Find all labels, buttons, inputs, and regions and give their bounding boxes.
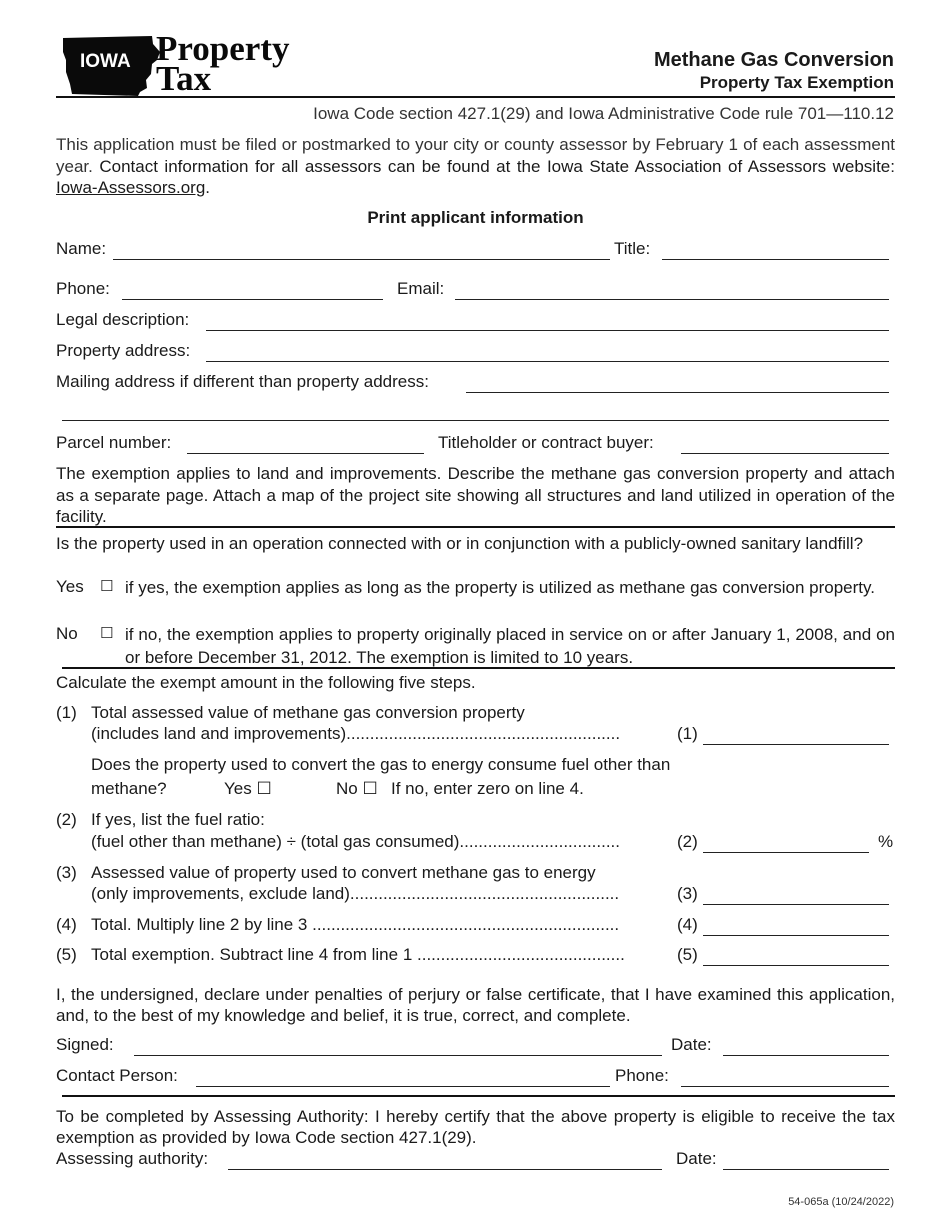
authority-text: To be completed by Assessing Authority: I hereby certify that the above property is eligible to receive the tax exemption as provided by Iowa Code section 427.1(29). — [56, 1107, 895, 1147]
step5-field[interactable] — [703, 948, 889, 966]
step3-leader: (only improvements, exclude land)......................................................... — [91, 884, 620, 903]
code-reference: Iowa Code section 427.1(29) and Iowa Administrative Code rule 701—110.12 — [313, 104, 894, 123]
step5-number: (5) — [56, 945, 77, 964]
fuel-yes-checkbox[interactable]: Yes ☐ — [224, 779, 272, 798]
landfill-yes-text: if yes, the exemption applies as long as the property is utilized as methane gas conversion property. — [125, 578, 875, 597]
header-divider — [56, 96, 895, 98]
declaration-text: I, the undersigned, declare under penalties of perjury or false certificate, that I have examined this application, and, to the best of my knowledge and belief, it is true, correct, and complete. — [56, 985, 895, 1025]
signed-label: Signed: — [56, 1035, 114, 1054]
email-field[interactable] — [455, 282, 889, 300]
parcel-number-label: Parcel number: — [56, 433, 172, 452]
landfill-question: Is the property used in an operation connected with or in conjunction with a publicly-owned sanitary landfill? — [56, 534, 864, 553]
exemption-divider — [56, 526, 895, 528]
applicant-heading: Print applicant information — [367, 208, 584, 227]
step4-number: (4) — [56, 915, 77, 934]
step4-ref: (4) — [677, 915, 698, 934]
step1-field[interactable] — [703, 727, 889, 745]
name-field[interactable] — [113, 242, 610, 260]
mailing-address-label: Mailing address if different than property address: — [56, 372, 429, 391]
authority-date-label: Date: — [676, 1149, 717, 1168]
signed-date-field[interactable] — [723, 1038, 889, 1056]
step4-field[interactable] — [703, 918, 889, 936]
intro-period: . — [205, 178, 211, 197]
landfill-no-text: if no, the exemption applies to property originally placed in service on or after January 1, 2008, and on or before December 31, 2012. The exemption is limited to 10 years. — [125, 625, 895, 667]
contact-person-label: Contact Person: — [56, 1066, 178, 1085]
name-label: Name: — [56, 239, 107, 258]
intro-deadline-text: This application must be filed or postmarked to your city or county assessor by February 1 of each assessment year. — [56, 135, 895, 176]
contact-phone-field[interactable] — [681, 1069, 889, 1087]
step3-number: (3) — [56, 863, 77, 882]
contact-person-field[interactable] — [196, 1069, 610, 1087]
title-field[interactable] — [662, 242, 889, 260]
step1-ref: (1) — [677, 724, 698, 743]
assessing-authority-field[interactable] — [228, 1152, 662, 1170]
step2-leader: (fuel other than methane) ÷ (total gas consumed).................................. — [91, 832, 621, 851]
step1-label: Total assessed value of methane gas conversion property — [91, 703, 525, 722]
step2-field[interactable] — [703, 835, 869, 853]
legal-description-field[interactable] — [206, 313, 889, 331]
fuel-question-methane: methane? — [91, 779, 167, 798]
step1-leader: (includes land and improvements).......................................................... — [91, 724, 621, 743]
titleholder-label: Titleholder or contract buyer: — [438, 433, 654, 452]
fuel-no-checkbox[interactable]: No ☐ — [336, 779, 378, 798]
step2-number: (2) — [56, 810, 77, 829]
step3-ref: (3) — [677, 884, 698, 903]
intro-contact-text: Contact information for all assessors can be found at the Iowa State Association of Assessors website: — [92, 156, 895, 176]
authority-divider — [62, 1095, 895, 1097]
phone-label: Phone: — [56, 279, 110, 298]
intro-paragraph — [56, 134, 895, 199]
logo-state-text: IOWA — [80, 51, 131, 72]
authority-date-field[interactable] — [723, 1152, 889, 1170]
titleholder-field[interactable] — [681, 436, 889, 454]
legal-description-label: Legal description: — [56, 310, 190, 329]
mailing-address-field[interactable] — [466, 375, 889, 393]
logo-property-text: Property — [156, 29, 290, 68]
email-label: Email: — [397, 279, 445, 298]
property-address-label: Property address: — [56, 341, 191, 360]
mailing-address-field-line2[interactable] — [62, 403, 889, 421]
property-address-field[interactable] — [206, 344, 889, 362]
landfill-no-label: No — [56, 624, 78, 643]
fuel-note: If no, enter zero on line 4. — [391, 779, 584, 798]
fuel-question: Does the property used to convert the gas to energy consume fuel other than — [91, 755, 671, 774]
iowa-property-tax-logo — [60, 29, 300, 98]
title-label: Title: — [614, 239, 651, 258]
signature-field[interactable] — [134, 1038, 662, 1056]
step2-label: If yes, list the fuel ratio: — [91, 810, 265, 829]
parcel-number-field[interactable] — [187, 436, 424, 454]
landfill-yes-label: Yes — [56, 577, 84, 596]
form-id: 54-065a (10/24/2022) — [788, 1196, 894, 1208]
landfill-no-checkbox[interactable]: ☐ — [100, 624, 114, 642]
assessing-authority-label: Assessing authority: — [56, 1149, 209, 1168]
step2-ref: (2) — [677, 832, 698, 851]
exemption-description: The exemption applies to land and improvements. Describe the methane gas conversion property and attach as a separate page. Attach a map of the project site showing all structures and land utilized in operation of the facility. — [56, 464, 895, 526]
landfill-yes-checkbox[interactable]: ☐ — [100, 577, 114, 595]
form-subtitle: Property Tax Exemption — [699, 73, 894, 92]
logo-tax-text: Tax — [156, 59, 212, 98]
phone-field[interactable] — [122, 282, 383, 300]
step3-label: Assessed value of property used to convert methane gas to energy — [91, 863, 596, 882]
step3-field[interactable] — [703, 887, 889, 905]
step2-percent: % — [878, 832, 894, 851]
assessors-website-link[interactable]: Iowa-Assessors.org — [56, 178, 206, 197]
signed-date-label: Date: — [671, 1035, 712, 1054]
form-title: Methane Gas Conversion — [653, 49, 894, 71]
landfill-divider — [62, 667, 895, 669]
step1-number: (1) — [56, 703, 77, 722]
step4-label: Total. Multiply line 2 by line 3 ................................................................. — [91, 915, 620, 934]
step5-label: Total exemption. Subtract line 4 from line 1 ............................................ — [91, 945, 625, 964]
calc-intro: Calculate the exempt amount in the following five steps. — [56, 673, 476, 692]
contact-phone-label: Phone: — [615, 1066, 669, 1085]
step5-ref: (5) — [677, 945, 698, 964]
